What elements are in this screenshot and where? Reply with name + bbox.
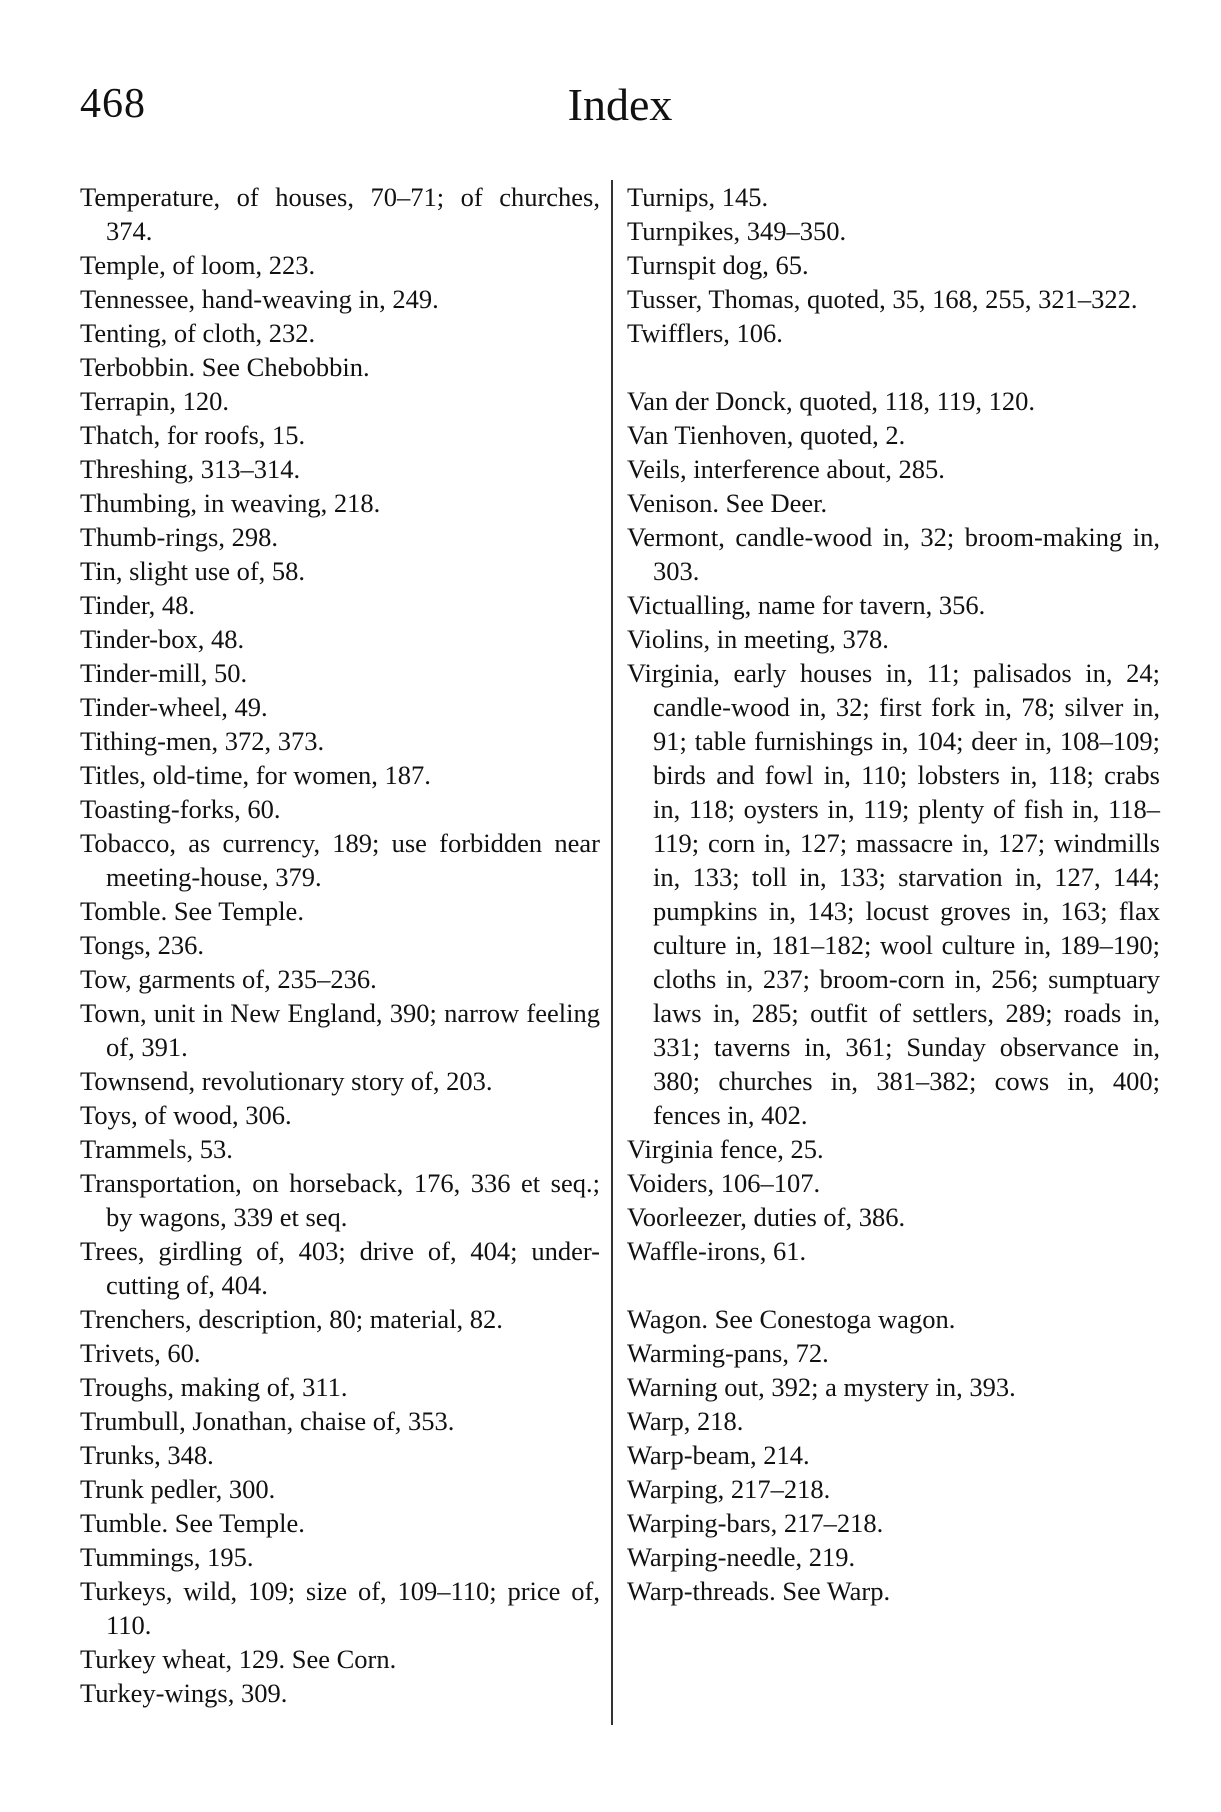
index-entry: Tobacco, as currency, 189; use forbidden near meeting-house, 379. [80,828,600,892]
index-entry: Tongs, 236. [80,930,205,960]
index-entry: Terrapin, 120. [80,386,229,416]
index-entry: Tomble. See Temple. [80,896,304,926]
index-entry: Transportation, on horseback, 176, 336 et seq.; by wagons, 339 et seq. [80,1168,600,1232]
index-entry: Tinder, 48. [80,590,196,620]
index-entry: Warp, 218. [627,1406,744,1436]
index-entry: Trivets, 60. [80,1338,201,1368]
index-entry: Voorleezer, duties of, 386. [627,1202,906,1232]
index-entry: Tin, slight use of, 58. [80,556,306,586]
index-entry: Terbobbin. See Chebobbin. [80,352,370,382]
index-entry: Wagon. See Conestoga wagon. [627,1304,956,1334]
index-entry: Warping-needle, 219. [627,1542,856,1572]
page-header [80,60,1160,150]
page-number: 468 [80,81,146,127]
index-entry: Van der Donck, quoted, 118, 119, 120. [627,386,1035,416]
index-entry: Townsend, revolutionary story of, 203. [80,1066,493,1096]
index-entry: Trenchers, description, 80; material, 82. [80,1304,503,1334]
index-entry: Warning out, 392; a mystery in, 393. [627,1372,1016,1402]
index-entry: Toasting-forks, 60. [80,794,281,824]
index-entry: Victualling, name for tavern, 356. [627,590,986,620]
index-entry: Tenting, of cloth, 232. [80,318,316,348]
index-entry: Temperature, of houses, 70–71; of churches, 374. [80,182,600,246]
index-entry: Tinder-wheel, 49. [80,692,268,722]
index-entry: Warping, 217–218. [627,1474,831,1504]
index-entry: Warp-beam, 214. [627,1440,810,1470]
index-entry: Van Tienhoven, quoted, 2. [627,420,906,450]
index-entry: Violins, in meeting, 378. [627,624,889,654]
index-entry: Vermont, candle-wood in, 32; broom-making in, 303. [627,522,1160,586]
index-entry: Tow, garments of, 235–236. [80,964,377,994]
index-entry: Turnpikes, 349–350. [627,216,847,246]
index-entry: Tithing-men, 372, 373. [80,726,325,756]
index-entry: Thumbing, in weaving, 218. [80,488,381,518]
index-entry: Warp-threads. See Warp. [627,1576,891,1606]
page-title: Index [567,79,673,130]
index-entry: Trumbull, Jonathan, chaise of, 353. [80,1406,455,1436]
index-entry: Twifflers, 106. [627,318,783,348]
index-entry: Tennessee, hand-weaving in, 249. [80,284,439,314]
index-column-left [80,180,600,1710]
index-entry: Thumb-rings, 298. [80,522,278,552]
index-entry: Titles, old-time, for women, 187. [80,760,431,790]
index-entry: Turkeys, wild, 109; size of, 109–110; price of, 110. [80,1576,600,1640]
column-divider [611,180,613,1725]
index-entry: Waffle-irons, 61. [627,1236,807,1266]
index-entry: Trunks, 348. [80,1440,214,1470]
index-entry: Toys, of wood, 306. [80,1100,292,1130]
index-entry: Turkey wheat, 129. See Corn. [80,1644,397,1674]
index-entry: Temple, of loom, 223. [80,250,316,280]
index-entry: Turkey-wings, 309. [80,1678,288,1708]
index-entry: Troughs, making of, 311. [80,1372,348,1402]
index-entry: Trunk pedler, 300. [80,1474,276,1504]
index-entry: Threshing, 313–314. [80,454,301,484]
index-entry: Thatch, for roofs, 15. [80,420,306,450]
index-entry: Voiders, 106–107. [627,1168,821,1198]
index-entry: Tummings, 195. [80,1542,254,1572]
index-column-right [627,180,1160,1608]
index-entry: Warping-bars, 217–218. [627,1508,884,1538]
index-entry: Town, unit in New England, 390; narrow feeling of, 391. [80,998,600,1062]
index-entry: Trammels, 53. [80,1134,233,1164]
index-entry: Turnspit dog, 65. [627,250,809,280]
index-entry: Turnips, 145. [627,182,769,212]
index-entry: Veils, interference about, 285. [627,454,945,484]
index-entry: Trees, girdling of, 403; drive of, 404; under-cutting of, 404. [80,1236,600,1300]
index-entry: Tumble. See Temple. [80,1508,305,1538]
index-entry: Virginia fence, 25. [627,1134,824,1164]
index-entry: Tinder-mill, 50. [80,658,248,688]
index-entry: Warming-pans, 72. [627,1338,829,1368]
index-entry: Tinder-box, 48. [80,624,245,654]
index-entry: Tusser, Thomas, quoted, 35, 168, 255, 321–322. [627,284,1138,314]
index-entry: Virginia, early houses in, 11; palisados in, 24; candle-wood in, 32; first fork in, 78; silver in, 91; table furnishings in, 104; deer in, 108–109; birds and fowl in, 110; lobsters in, 118; crabs in, 118; oysters in, 119; plenty of fish in, 118–119; corn in, 127; massacre in, 127; windmills in, 133; toll in, 133; starvation in, 127, 144; pumpkins in, 143; locust groves in, 163; flax culture in, 181–182; wool culture in, 189–190; cloths in, 237; broom-corn in, 256; sumptuary laws in, 285; outfit of settlers, 289; roads in, 331; taverns in, 361; Sunday observance in, 380; churches in, 381–382; cows in, 400; fences in, 402. [627,658,1160,1130]
index-entry: Venison. See Deer. [627,488,828,518]
